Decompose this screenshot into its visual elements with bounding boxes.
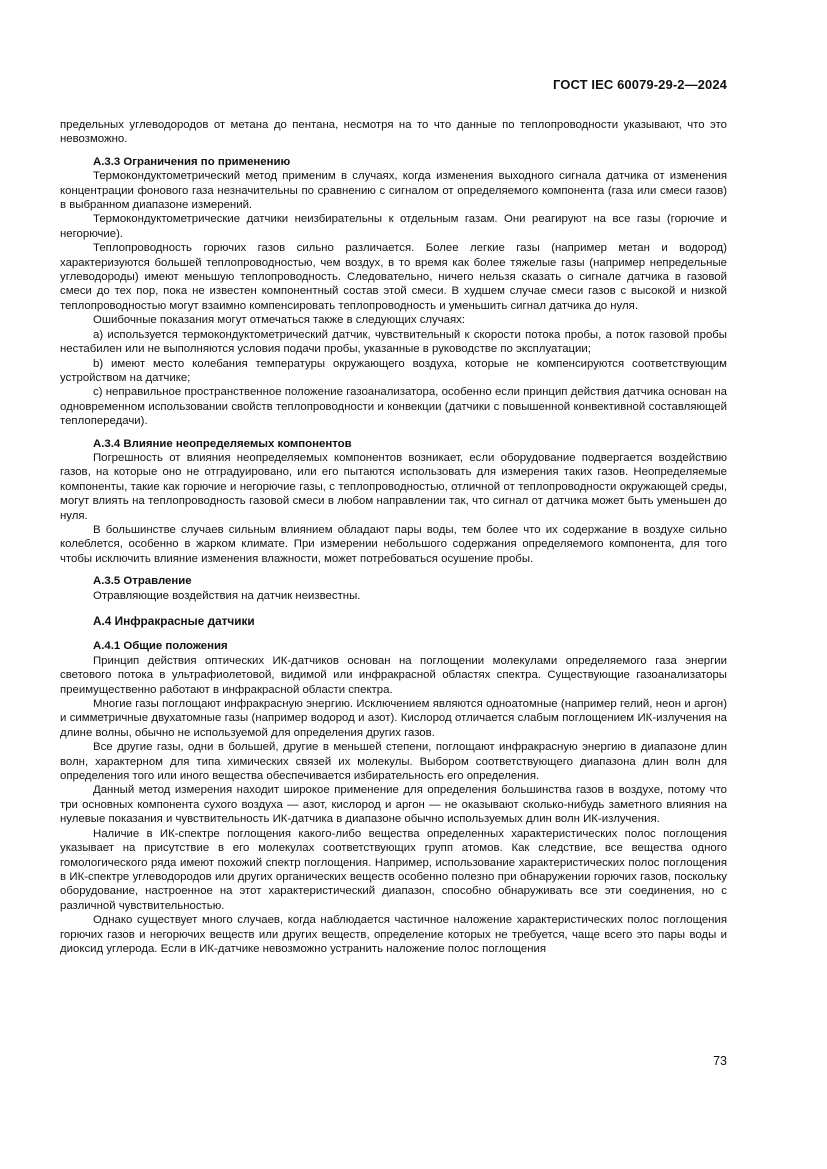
section-heading-major: А.4 Инфракрасные датчики — [93, 614, 255, 628]
paragraph: Однако существует много случаев, когда наблюдается частичное наложение характеристических полос поглощения горючих газов и негорючих веществ или других веществ, определение которых не требуется, чаще всего это пары воды и диоксид углерода. Если в ИК-датчике невозможно устранить наложение полос поглощения — [60, 914, 727, 955]
paragraph: Принцип действия оптических ИК-датчиков основан на поглощении молекулами определяемого газа энергии светового потока в ультрафиолетовой, видимой или инфракрасной областях спектра. Существующие газоанализаторы преимущественно работают в инфракрасной области спектра. — [60, 654, 727, 696]
paragraph: Теплопроводность горючих газов сильно различается. Более легкие газы (например метан и водород) характеризуются большей теплопроводностью, чем воздух, в то время как более тяжелые газы (например непредельные углеводороды) имеют меньшую теплопроводность. Следовательно, ничего нельзя сказать о сигнале датчика в газовой смеси до тех пор, пока не известен компонентный состав этой смеси. В худшем случае смеси газов с высокой и низкой теплопроводностью могут взаимно компенсировать теплопроводность и уменьшить сигнал датчика до нуля. — [60, 242, 727, 312]
document-code-header: ГОСТ IEC 60079-29-2—2024 — [552, 77, 727, 92]
paragraph: предельных углеводородов от метана до пентана, несмотря на то что данные по теплопроводности указывают, что это невозможно. — [60, 119, 727, 146]
paragraph: Все другие газы, одни в большей, другие в меньшей степени, поглощают инфракрасную энергию в диапазоне длин волн, характерном для типа химических связей их молекулы. Выбором соответствующего диапазона длин волн для определения того или иного вещества обеспечивается избирательность его определения. — [60, 741, 727, 783]
paragraph: Данный метод измерения находит широкое применение для определения большинства газов в воздухе, потому что три основных компонента сухого воздуха — азот, кислород и аргон — не оказывают сколько-нибудь заметного влияния на нулевые показания и чувствительность ИК-датчика в диапазоне обычно используемых длин волн ИК-излучения. — [60, 784, 727, 826]
paragraph: Отравляющие воздействия на датчик неизвестны. — [93, 589, 361, 602]
section-heading: А.3.3 Ограничения по применению — [93, 155, 291, 168]
paragraph: a) используется термокондуктометрический датчик, чувствительный к скорости потока пробы, а поток газовой пробы нестабилен или не выполняются условия подачи пробы, указанные в руководстве по эксплуатации; — [60, 328, 727, 356]
paragraph: Наличие в ИК-спектре поглощения какого-либо вещества определенных характеристических полос поглощения указывает на присутствие в его молекулах соответствующих групп атомов. Как следствие, все вещества одного гомологического ряда имеют похожий спектр поглощения. Например, использование характеристических полос поглощения в ИК-спектре углеводородов или других органических веществ особенно полезно при обнаружении горючих газов, поскольку оборудование, настроенное на этот характеристический диапазон, способно обнаруживать все эти соединения, но с различной чувствительностью. — [60, 827, 727, 912]
paragraph: c) неправильное пространственное положение газоанализатора, особенно если принцип действия датчика основан на одновременном использовании свойств теплопроводности и конвекции (датчики с повышенной конвективной составляющей теплопередачи). — [60, 386, 727, 428]
section-heading: А.3.4 Влияние неопределяемых компонентов — [93, 437, 352, 450]
document-body — [60, 118, 727, 956]
paragraph: Погрешность от влияния неопределяемых компонентов возникает, если оборудование подвергается воздействию газов, на которые оно не отградуировано, или его пытаются использовать для измерения таких газов. Неопределяемые компоненты, такие как горючие и негорючие газы, с теплопроводностью, отличной от теплопроводности окружающей среды, могут влиять на теплопроводность газовой смеси в любом направлении так, что сигнал от датчика может быть уменьшен до нуля. — [60, 451, 727, 522]
paragraph: Ошибочные показания могут отмечаться также в следующих случаях: — [93, 314, 466, 327]
paragraph: В большинстве случаев сильным влиянием обладают пары воды, тем более что их содержание в воздухе сильно колеблется, особенно в жарком климате. При измерении небольшого содержания определяемого компонента, для того чтобы исключить влияние изменения влажности, может потребоваться осушение пробы. — [60, 523, 727, 565]
paragraph: Многие газы поглощают инфракрасную энергию. Исключением являются одноатомные (например гелий, неон и аргон) и симметричные двухатомные газы (например водород и азот). Кислород отличается слабым поглощением ИК-излучения на длине волны, обычно не используемой для определения других газов. — [60, 698, 727, 739]
section-heading: А.3.5 Отравление — [93, 575, 192, 588]
paragraph: Термокондуктометрические датчики неизбирательны к отдельным газам. Они реагируют на все газы (горючие и негорючие). — [60, 213, 727, 240]
paragraph: b) имеют место колебания температуры окружающего воздуха, которые не компенсируются соответствующим устройством на датчике; — [60, 357, 727, 384]
page-number: 73 — [713, 1054, 727, 1068]
paragraph: Термокондуктометрический метод применим в случаях, когда изменения выходного сигнала датчика от изменения концентрации фонового газа незначительны по сравнению с сигналом от определяемого компонента (газа или смеси газов) в выбранном диапазоне измерений. — [60, 170, 727, 212]
section-heading: А.4.1 Общие положения — [93, 640, 228, 653]
